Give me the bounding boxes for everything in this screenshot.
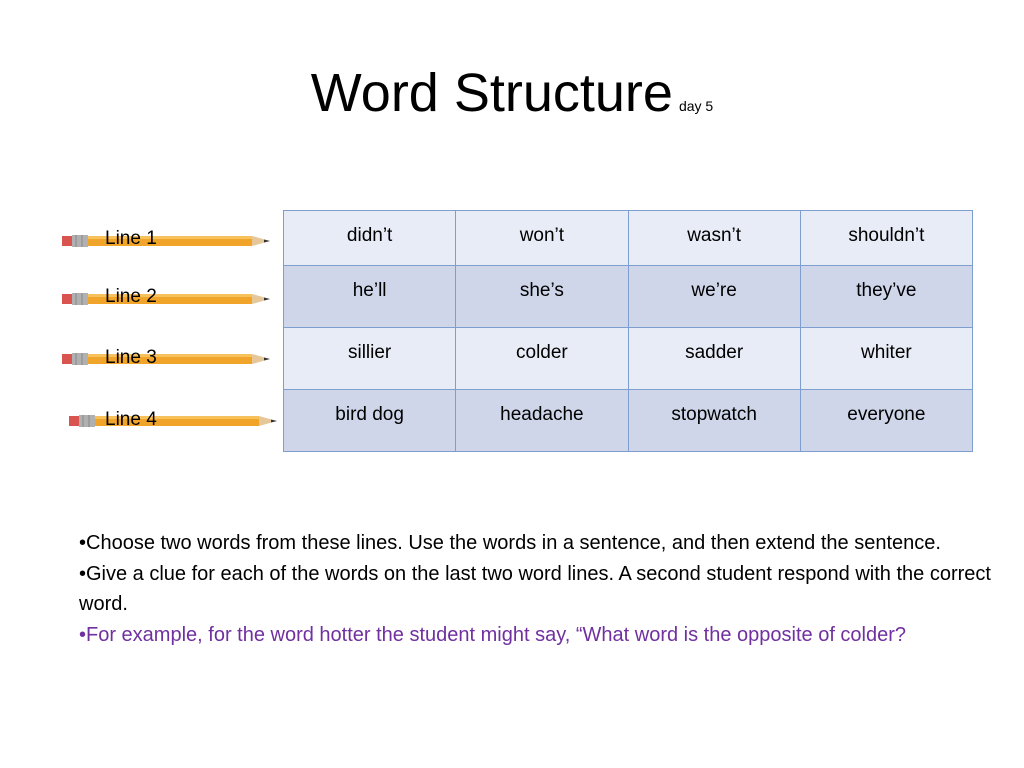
table-cell: whiter <box>800 328 972 390</box>
title-text: Word Structure <box>310 63 673 123</box>
slide-title <box>0 62 1024 124</box>
table-cell: won’t <box>456 211 628 266</box>
table-cell: we’re <box>628 266 800 328</box>
table-row <box>284 266 973 328</box>
instruction-item: •Choose two words from these lines. Use the words in a sentence, and then extend the sentence. <box>79 532 941 554</box>
pencil-icon <box>62 290 282 308</box>
table-cell: everyone <box>800 390 972 452</box>
table-cell: sillier <box>284 328 456 390</box>
table-cell: headache <box>456 390 628 452</box>
pencil-icon <box>62 347 282 368</box>
pencil-icon <box>62 232 282 250</box>
line-label-1: Line 1 <box>105 228 157 249</box>
table-cell: didn’t <box>284 211 456 266</box>
table-cell: she’s <box>456 266 628 328</box>
title-subtext: day 5 <box>678 98 714 114</box>
table-cell: wasn’t <box>628 211 800 266</box>
table-cell: shouldn’t <box>800 211 972 266</box>
pencil-icon <box>69 409 289 430</box>
table-row <box>284 328 973 390</box>
table-cell: he’ll <box>284 266 456 328</box>
table-cell: stopwatch <box>628 390 800 452</box>
table-row <box>284 211 973 266</box>
word-table <box>283 210 973 452</box>
table-cell: bird dog <box>284 390 456 452</box>
line-label-2: Line 2 <box>105 286 157 307</box>
line-label-3: Line 3 <box>105 347 157 368</box>
instruction-item: •Give a clue for each of the words on the last two word lines. A second student respond with the correct word. <box>79 562 991 615</box>
table-cell: sadder <box>628 328 800 390</box>
table-cell: they’ve <box>800 266 972 328</box>
line-label-4: Line 4 <box>105 409 157 430</box>
example-item: •For example, for the word hotter the student might say, “What word is the opposite of colder? <box>79 623 907 646</box>
instruction-list <box>79 528 999 650</box>
table-row <box>284 390 973 452</box>
table-cell: colder <box>456 328 628 390</box>
